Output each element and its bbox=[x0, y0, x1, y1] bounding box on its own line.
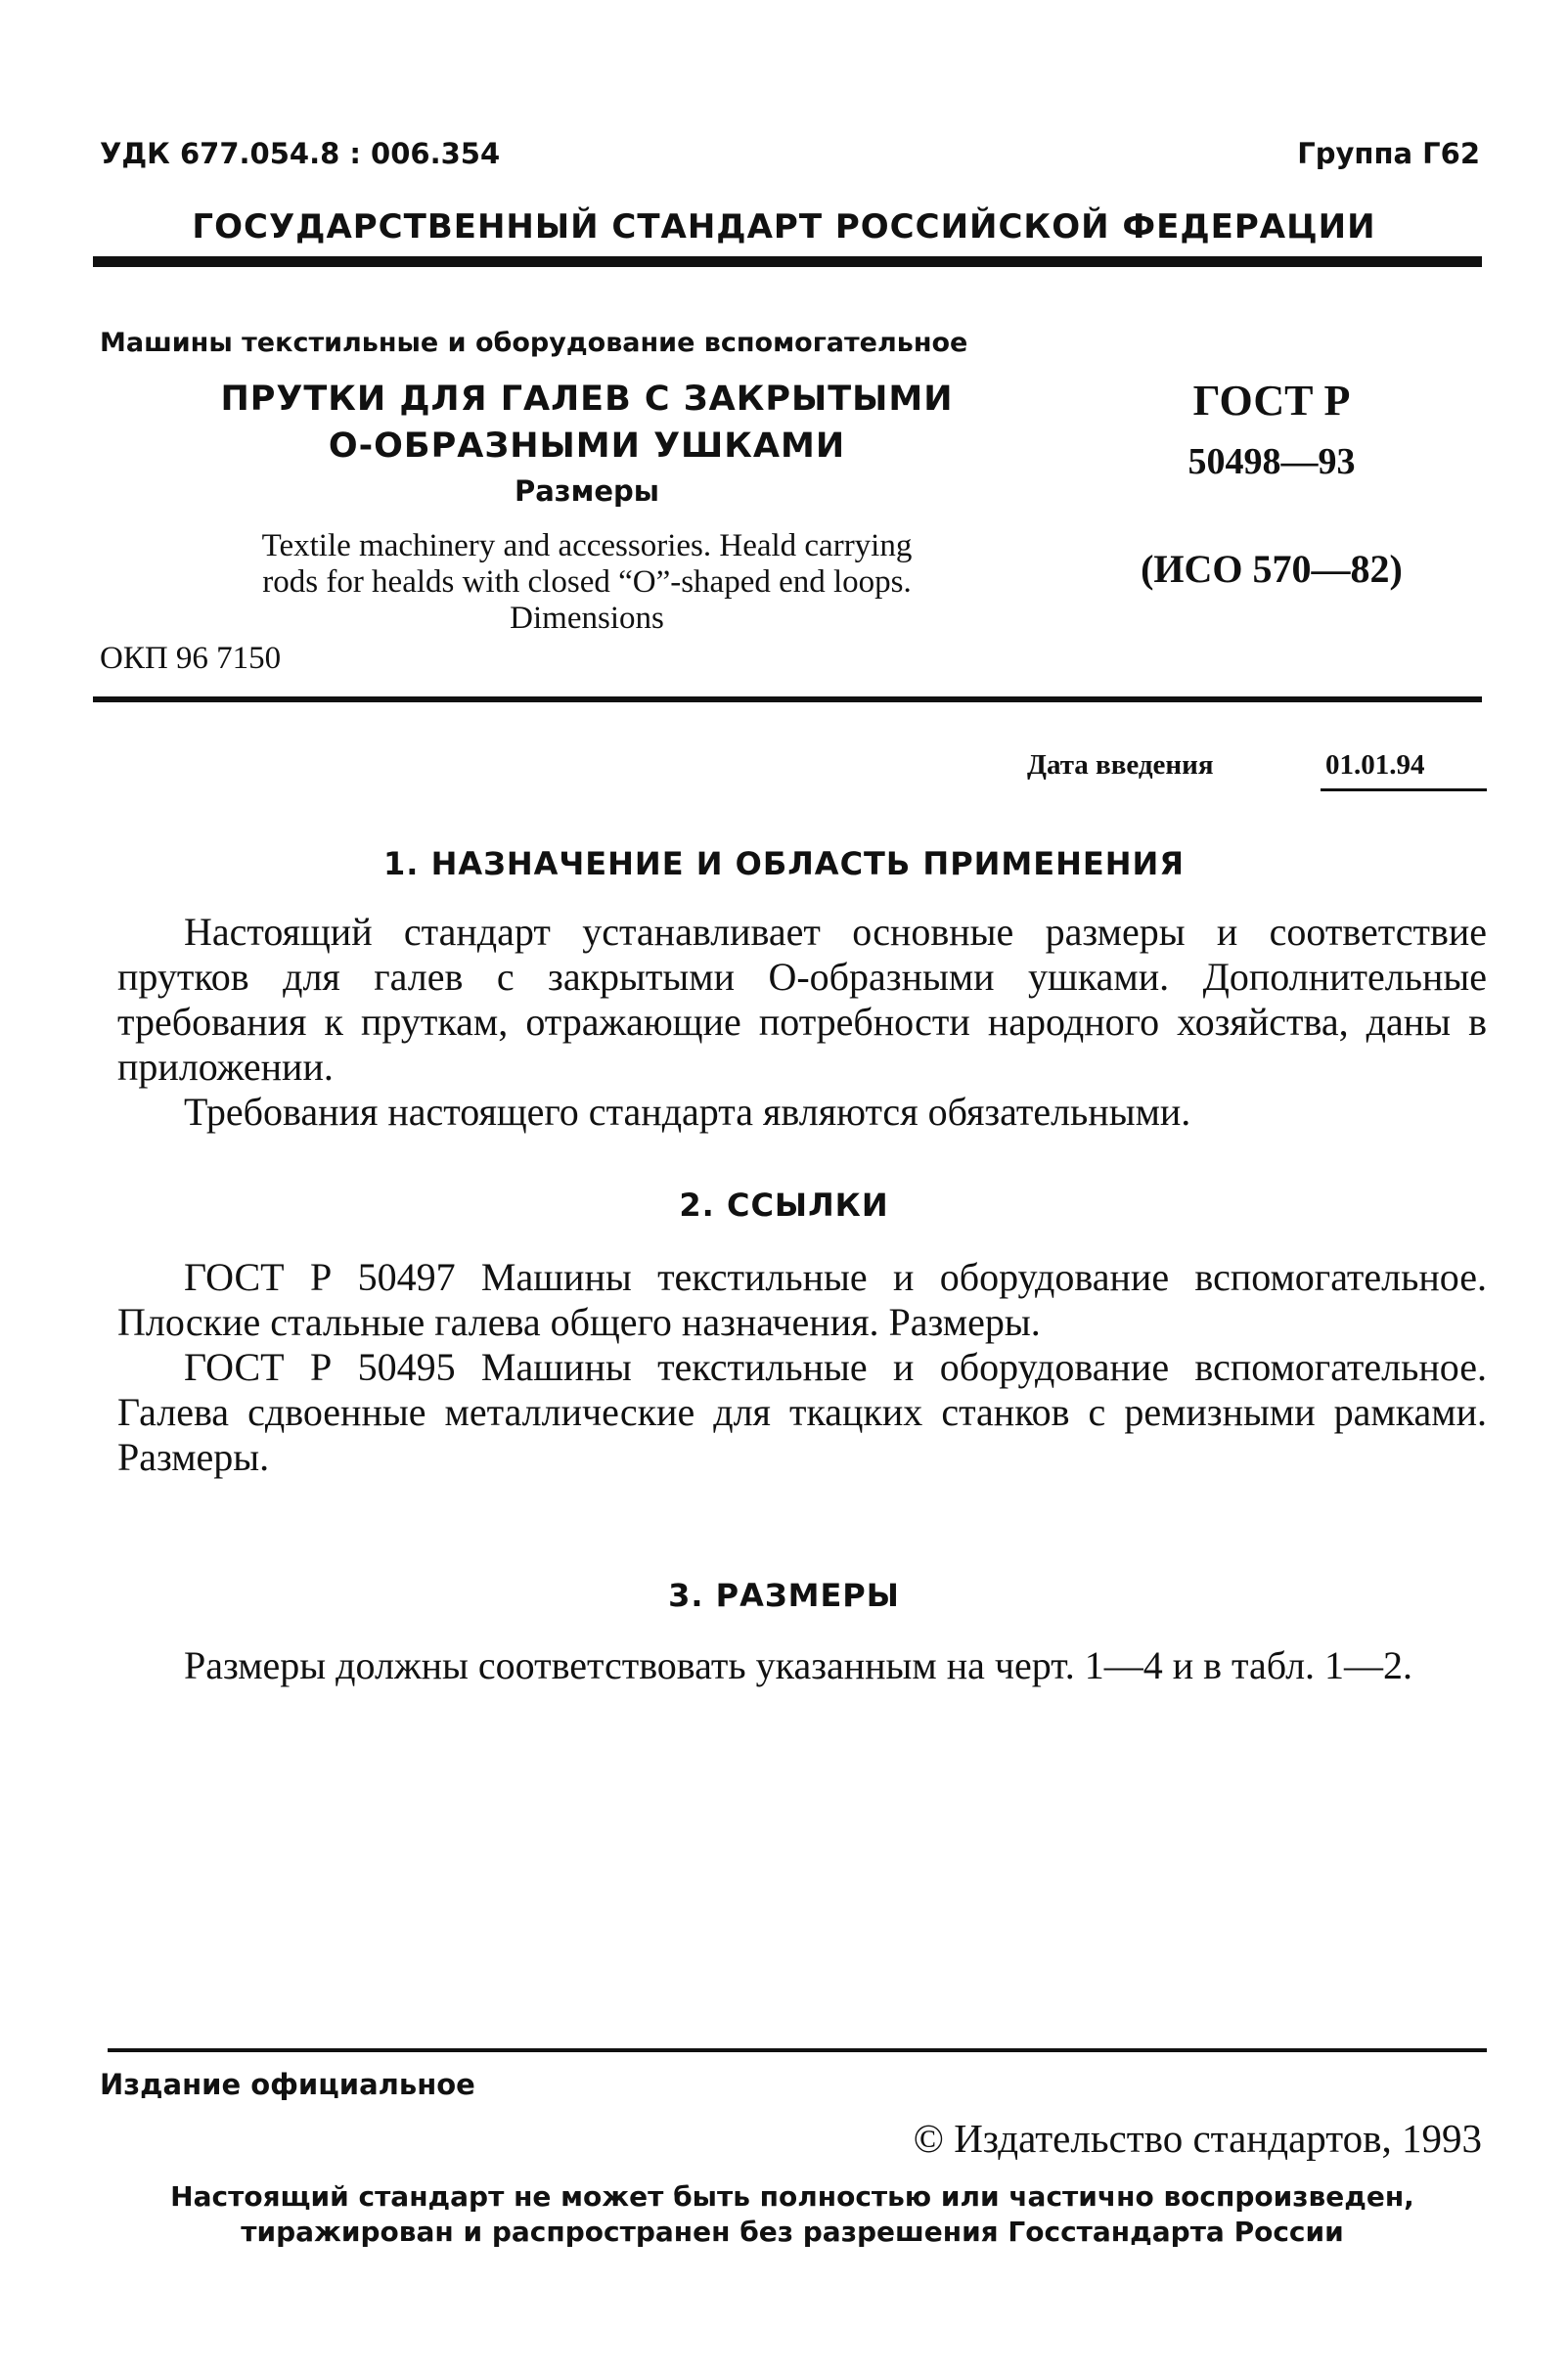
udk-code: УДК 677.054.8 : 006.354 bbox=[100, 137, 501, 170]
section-2-heading: 2. ССЫЛКИ bbox=[679, 1187, 889, 1224]
gost-number: 50498—93 bbox=[1187, 441, 1356, 482]
copyright-text: Издательство стандартов, 1993 bbox=[954, 2116, 1482, 2161]
header-thick-rule bbox=[93, 256, 1482, 267]
reproduction-notice-line-1: Настоящий стандарт не может быть полностью или частично воспроизведен, bbox=[170, 2180, 1414, 2213]
okp-code: ОКП 96 7150 bbox=[100, 641, 282, 676]
machines-category: Машины текстильные и оборудование вспомогательное bbox=[100, 328, 968, 358]
gost-label: ГОСТ Р bbox=[1192, 377, 1351, 425]
footer-rule bbox=[108, 2048, 1487, 2052]
intro-date-value: 01.01.94 bbox=[1325, 749, 1425, 781]
document-title-line-1: ПРУТКИ ДЛЯ ГАЛЕВ С ЗАКРЫТЫМИ bbox=[220, 380, 954, 419]
english-title-line-3: Dimensions bbox=[510, 601, 664, 636]
section-1-body bbox=[117, 910, 1487, 1135]
document-title bbox=[157, 376, 1017, 470]
section-1-paragraph-2: Требования настоящего стандарта являются обязательными. bbox=[184, 1090, 1191, 1134]
section-1-heading: 1. НАЗНАЧЕНИЕ И ОБЛАСТЬ ПРИМЕНЕНИЯ bbox=[383, 845, 1185, 882]
iso-reference: (ИСО 570—82) bbox=[1141, 547, 1403, 591]
section-2-paragraph-1: ГОСТ Р 50497 Машины текстильные и оборудование вспомогательное. Плоские стальные галева общего назначения. Размеры. bbox=[117, 1255, 1487, 1344]
section-2-paragraph-2: ГОСТ Р 50495 Машины текстильные и оборудование вспомогательное. Галева сдвоенные металлические для ткацких станков с ремизными рамками. Размеры. bbox=[117, 1345, 1487, 1479]
reproduction-notice bbox=[98, 2179, 1487, 2250]
section-3-heading: 3. РАЗМЕРЫ bbox=[668, 1577, 900, 1614]
copyright-line bbox=[914, 2115, 1482, 2162]
section-3-paragraph-1: Размеры должны соответствовать указанным на черт. 1—4 и в табл. 1—2. bbox=[184, 1643, 1413, 1687]
english-title bbox=[147, 528, 1027, 637]
reproduction-notice-line-2: тиражирован и распространен без разрешения Госстандарта России bbox=[241, 2216, 1344, 2248]
document-title-line-2: О-ОБРАЗНЫМИ УШКАМИ bbox=[328, 426, 846, 466]
copyright-icon: © bbox=[913, 2116, 944, 2161]
english-title-line-1: Textile machinery and accessories. Heald carrying bbox=[261, 528, 913, 563]
group-code: Группа Г62 bbox=[1297, 137, 1480, 170]
intro-date-label: Дата введения bbox=[1027, 749, 1214, 781]
section-2-body bbox=[117, 1255, 1487, 1480]
document-subtitle: Размеры bbox=[514, 474, 660, 508]
section-3-body bbox=[117, 1643, 1487, 1688]
state-standard-title: ГОСУДАРСТВЕННЫЙ СТАНДАРТ РОССИЙСКОЙ ФЕДЕРАЦИИ bbox=[192, 207, 1376, 246]
section-1-paragraph-1: Настоящий стандарт устанавливает основные размеры и соответствие прутков для галев с закрытыми О-образными ушками. Дополнительные требования к пруткам, отражающие потребности народного хозяйства, даны в приложении. bbox=[117, 910, 1487, 1089]
edition-label: Издание официальное bbox=[100, 2068, 475, 2101]
intro-date-underline bbox=[1321, 788, 1487, 791]
english-title-line-2: rods for healds with closed “O”-shaped end loops. bbox=[262, 564, 912, 600]
title-block-rule bbox=[93, 696, 1482, 702]
